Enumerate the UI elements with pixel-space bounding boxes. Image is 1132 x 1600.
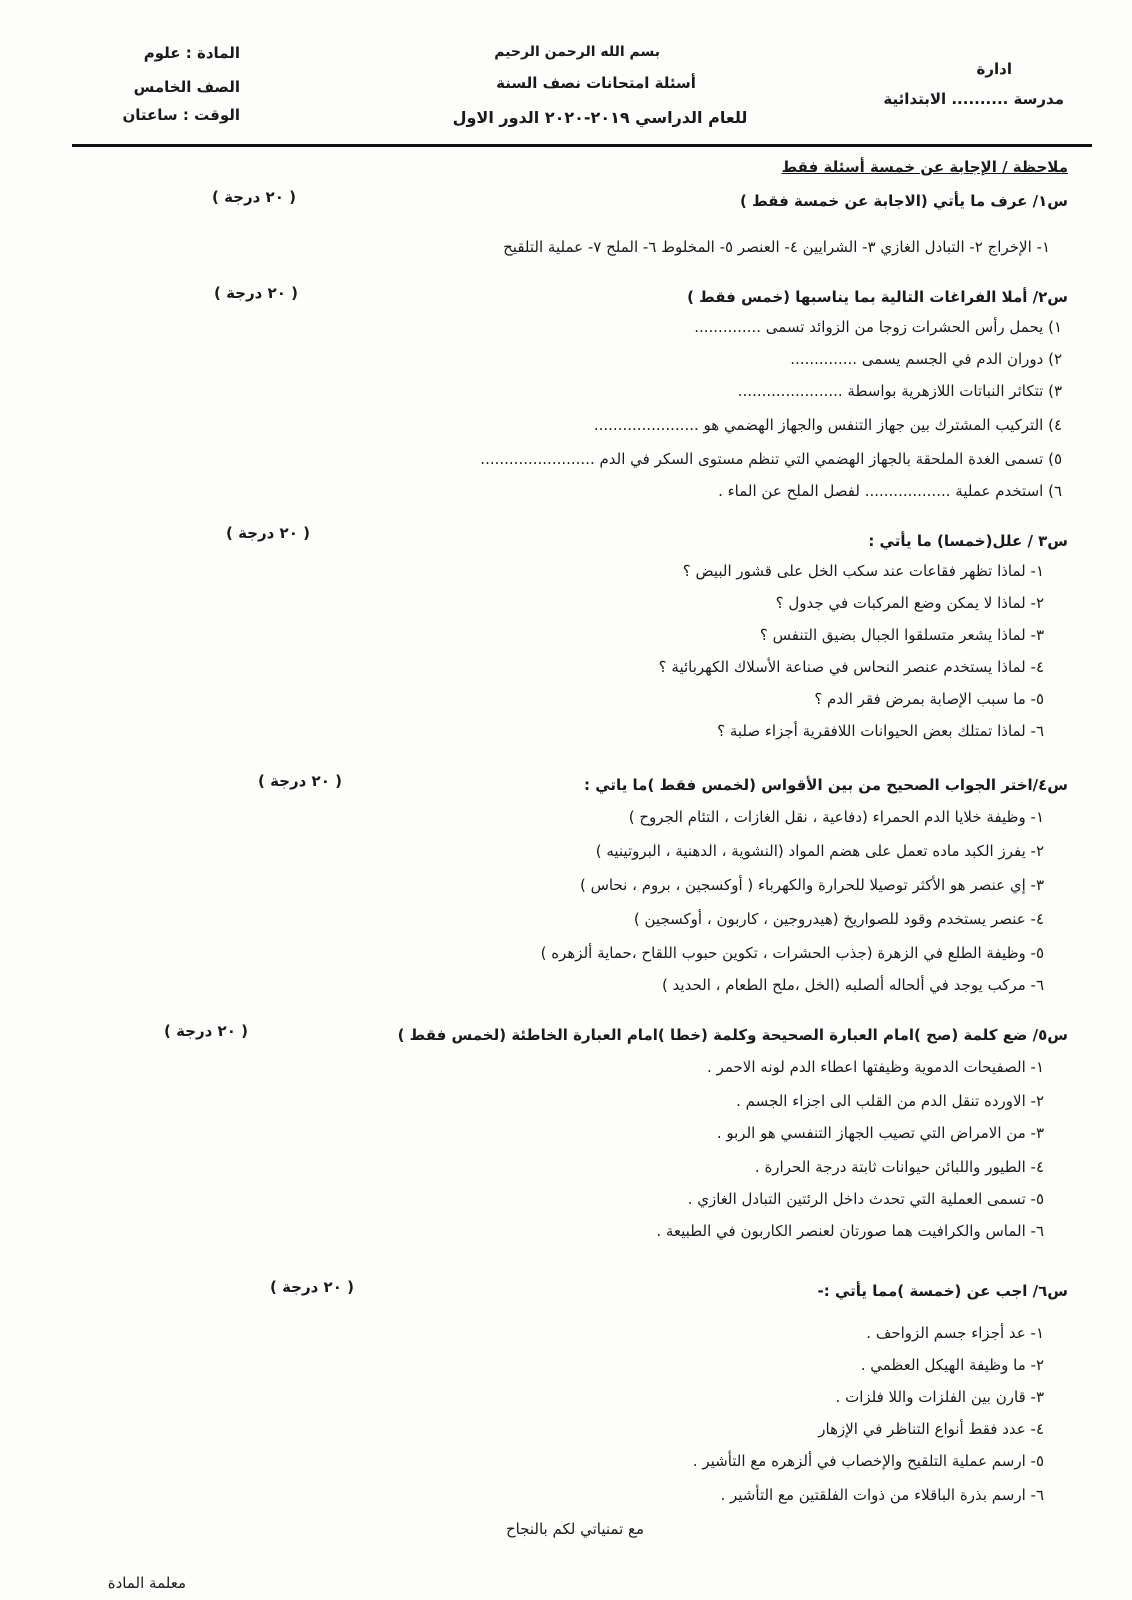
question-2-item: ٥) تسمى الغدة الملحقة بالجهاز الهضمي التي تنظم مستوى السكر في الدم ........................ — [480, 450, 1062, 468]
question-2-marks: ( ٢٠ درجة ) — [214, 284, 298, 302]
question-3-item: ٤- لماذا يستخدم عنصر النحاس في صناعة الأسلاك الكهربائية ؟ — [658, 658, 1044, 676]
question-6-title: س٦/ اجب عن (خمسة )مما يأتي :- — [817, 1282, 1068, 1300]
subject-label: المادة : علوم — [143, 44, 240, 62]
question-3-item: ٦- لماذا تمتلك بعض الحيوانات اللافقرية أجزاء صلبة ؟ — [717, 722, 1044, 740]
question-4-marks: ( ٢٠ درجة ) — [258, 772, 342, 790]
question-3-item: ٥- ما سبب الإصابة بمرض فقر الدم ؟ — [814, 690, 1044, 708]
question-5-item: ٢- الاورده تنقل الدم من القلب الى اجزاء الجسم . — [736, 1092, 1044, 1110]
question-4-item: ٢- يفرز الكبد ماده تعمل على هضم المواد (النشوية ، الدهنية ، البروتينيه ) — [595, 842, 1044, 860]
question-3-item: ٢- لماذا لا يمكن وضع المركبات في جدول ؟ — [775, 594, 1044, 612]
admin-label: ادارة — [976, 60, 1012, 78]
question-2-item: ٢) دوران الدم في الجسم يسمى .............. — [790, 350, 1062, 368]
question-3-title: س٣ / علل(خمسا) ما يأتي : — [868, 532, 1068, 550]
question-2-item: ٤) التركيب المشترك بين جهاز التنفس والجهاز الهضمي هو ...................... — [593, 416, 1062, 434]
basmala: بسم الله الرحمن الرحيم — [494, 44, 660, 60]
question-6-item: ٤- عدد فقط أنواع التناظر في الإزهار — [818, 1420, 1044, 1438]
question-4-item: ٦- مركب يوجد في ألحاله ألصلبه (الخل ،ملح الطعام ، الحديد ) — [661, 976, 1044, 994]
question-4-title: س٤/اختر الجواب الصحيح من بين الأقواس (لخمس فقط )ما ياتي : — [584, 776, 1068, 794]
question-4-item: ١- وظيفة خلايا الدم الحمراء (دفاعية ، نقل الغازات ، التئام الجروح ) — [628, 808, 1044, 826]
question-6-item: ٣- قارن بين الفلزات واللا فلزات . — [835, 1388, 1044, 1406]
question-4-item: ٥- وظيفة الطلع في الزهرة (جذب الحشرات ، تكوين حبوب اللقاح ،حماية ألزهره ) — [540, 944, 1044, 962]
question-1-terms: ١- الإخراج ٢- التبادل الغازي ٣- الشرايين ٤- العنصر ٥- المخلوط ٦- الملح ٧- عملية التلقيح — [503, 238, 1050, 256]
question-6-item: ٦- ارسم بذرة الباقلاء من ذوات الفلقتين مع التأشير . — [720, 1486, 1044, 1504]
question-1-marks: ( ٢٠ درجة ) — [212, 188, 296, 206]
question-2-item: ٦) استخدم عملية .................. لفصل الملح عن الماء . — [718, 482, 1062, 500]
question-5-item: ٣- من الامراض التي تصيب الجهاز التنفسي هو الربو . — [716, 1124, 1044, 1142]
question-5-item: ٤- الطيور واللبائن حيوانات ثابتة درجة الحرارة . — [754, 1158, 1044, 1176]
question-6-item: ٢- ما وظيفة الهيكل العظمي . — [860, 1356, 1044, 1374]
question-5-item: ١- الصفيحات الدموية وظيفتها اعطاء الدم لونه الاحمر . — [707, 1058, 1044, 1076]
header-divider — [72, 144, 1092, 147]
question-6-marks: ( ٢٠ درجة ) — [270, 1278, 354, 1296]
question-5-title: س٥/ ضع كلمة (صح )امام العبارة الصحيحة وكلمة (خطا )امام العبارة الخاطئة (لخمس فقط ) — [397, 1026, 1068, 1044]
question-5-item: ٦- الماس والكرافيت هما صورتان لعنصر الكاربون في الطبيعة . — [656, 1222, 1044, 1240]
question-3-marks: ( ٢٠ درجة ) — [226, 524, 310, 542]
question-2-item: ١) يحمل رأس الحشرات زوجا من الزوائد تسمى .............. — [694, 318, 1062, 336]
good-luck-wishes: مع تمنياتي لكم بالنجاح — [505, 1520, 645, 1538]
question-2-title: س٢/ أملا الفراغات التالية بما يناسبها (خمس فقط ) — [687, 288, 1068, 306]
question-5-item: ٥- تسمى العملية التي تحدث داخل الرئتين التبادل الغازي . — [687, 1190, 1044, 1208]
question-6-item: ٥- ارسم عملية التلقيح والإخصاب في ألزهره مع التأشير . — [692, 1452, 1044, 1470]
time-label: الوقت : ساعتان — [122, 106, 240, 124]
question-4-item: ٤- عنصر يستخدم وقود للصواريخ (هيدروجين ، كاربون ، أوكسجين ) — [633, 910, 1044, 928]
grade-label: الصف الخامس — [133, 78, 240, 96]
teacher-signature-label: معلمة المادة — [107, 1574, 186, 1592]
question-1-title: س١/ عرف ما يأتي (الاجابة عن خمسة فقط ) — [740, 192, 1068, 210]
year-line: للعام الدراسي ٢٠١٩-٢٠٢٠ الدور الاول — [452, 108, 748, 127]
question-4-item: ٣- إي عنصر هو الأكثر توصيلا للحرارة والكهرباء ( أوكسجين ، بروم ، نحاس ) — [579, 876, 1044, 894]
question-5-marks: ( ٢٠ درجة ) — [164, 1022, 248, 1040]
school-line: مدرسة .......... الابتدائية — [883, 90, 1064, 108]
instructions-note: ملاحظة / الإجابة عن خمسة أسئلة فقط — [781, 158, 1068, 176]
question-6-item: ١- عد أجزاء جسم الزواحف . — [866, 1324, 1044, 1342]
question-3-item: ٣- لماذا يشعر متسلقوا الجبال بضيق التنفس ؟ — [759, 626, 1044, 644]
exam-title: أسئلة امتحانات نصف السنة — [496, 74, 696, 92]
question-3-item: ١- لماذا تظهر فقاعات عند سكب الخل على قشور البيض ؟ — [682, 562, 1044, 580]
question-2-item: ٣) تتكاثر النباتات اللازهرية بواسطة ...................... — [737, 382, 1062, 400]
